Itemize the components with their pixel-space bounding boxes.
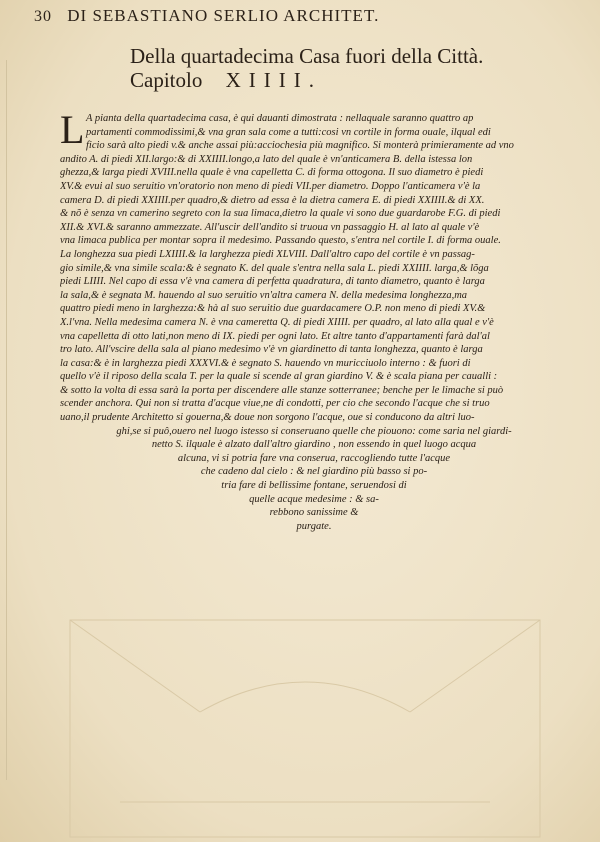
body-text-line: camera D. di piedi XXIIII.per quadro,& dietro ad essa è la dietra camera E. di piedi XXIIII.& di XX. xyxy=(60,194,485,206)
body-text-line: A pianta della quartadecima casa, è qui dauanti dimostrata : nellaquale saranno quattro ap xyxy=(86,113,474,124)
body-text-line: alcuna, vi si potria fare vna conserua, raccogliendo tutte l'acque xyxy=(177,452,451,464)
bleed-diagonal-left xyxy=(70,620,200,712)
drop-cap: L xyxy=(60,107,85,152)
body-text-line: che cadeno dal cielo : & nel giardino più basso si po- xyxy=(200,466,428,478)
page-number: 30 xyxy=(34,8,52,25)
body-text-line: quello v'è il riposo della scala T. per la quale si scende al gran giardino V. & è scala piana per caualli : xyxy=(60,371,498,383)
body-text-line: partamenti commodissimi,& vna gran sala come a tutti:cosi vn cortile in forma ouale, ilqual edi xyxy=(86,126,491,138)
body-text xyxy=(60,107,568,533)
body-text-line: quattro piedi meno in larghezza:& hà al suo seruitio due guardacamere O.P. non meno di piedi XV.& xyxy=(60,303,486,315)
body-text-line: vna capelletta di otto lati,non meno di IX. piedi per ogni lato. Et altre tanto d'appartamenti farà dal'al xyxy=(60,330,490,342)
body-text-line: & nõ è senza vn camerino segreto con la sua limaca,dietro la quale vi sono due guardarobe F.G. di piedi xyxy=(60,208,501,220)
body-text-line: uano,il prudente Architetto si gouerna,& doue non sorgono l'acque, oue si conducono da altri luo- xyxy=(60,412,475,424)
running-head: DI SEBASTIANO SERLIO ARCHITET. xyxy=(67,6,380,25)
body-text-line: La longhezza sua piedi LXIIII.& la larghezza piedi XLVIII. Dall'altro capo del cortile è vn passag- xyxy=(60,248,475,260)
body-text-line: XV.& evui al suo seruitio vn'oratorio non meno di piedi VII.per diametro. Doppo l'anticamera v'è la xyxy=(60,180,481,192)
body-text-line: tria fare di bellissime fontane, seruendosi di xyxy=(221,480,407,492)
body-text-line: andito A. di piedi XII.largo:& di XXIIII.longo,a lato del quale è vn'anticamera B. della istessa lon xyxy=(60,153,473,165)
body-text-line: netto S. ilquale è alzato dall'altro giardino , non essendo in quel luogo acqua xyxy=(151,439,477,451)
body-text-line: purgate. xyxy=(296,520,332,532)
body-text-line: rebbono sanissime & xyxy=(269,507,359,519)
body-text-line: ficio sarà alto piedi v.& anche assai più:acciochesia più magnifico. Si monterà primieramente ad vno xyxy=(86,140,514,152)
body-text-line: X.l'vna. Nella medesima camera N. è vna cameretta Q. di piedi XIIII. per quadro, al lato alla qual e v'è xyxy=(60,316,494,328)
chapter-heading xyxy=(130,68,570,92)
body-text-line: la casa:& è in larghezza piedi XXXVI.& è segnato S. hauendo vn muricciuolo interno : & fuori di xyxy=(60,357,471,369)
chapter-title: Della quartadecima Casa fuori della Città. xyxy=(130,44,484,68)
faint-bleed-through-illustration xyxy=(0,612,600,842)
bleed-diagonal-right xyxy=(410,620,540,712)
body-text-line: piedi LIIII. Nel capo di essa v'è vna camera di perfetta quadratura, di tanto diametro, quanto è larga xyxy=(60,276,485,288)
bleed-frame xyxy=(70,620,540,837)
bleed-arch xyxy=(200,682,410,712)
body-text-line: gio simile,& vna simile scala:& è segnato K. del quale s'entra nella sala L. piedi XXIIII. larga,& lõga xyxy=(60,262,489,274)
body-text-line: scender anchora. Qui non si tratta d'acque viue,ne di condotti, per cio che secondo l'acque che si truo xyxy=(60,398,490,410)
body-text-line: ghi,se si puô,ouero nel luogo istesso si conseruano quelle che piouono: come saria nel giardi- xyxy=(116,425,512,437)
body-text-line: quelle acque medesime : & sa- xyxy=(249,493,379,505)
chapter-label: Capitolo xyxy=(130,68,203,92)
chapter-title-block xyxy=(130,44,570,92)
running-header xyxy=(34,6,574,26)
body-text-line: la sala,& è segnata M. hauendo al suo seruitio vn'altra camera N. della medesima longhezza,ma xyxy=(60,289,468,301)
body-text-line: & sotto la volta di essa sarà la porta per discendere alle stanze sotterranee; benche per le limache si può xyxy=(60,384,504,396)
body-text-line: ghezza,& larga piedi XVIII.nella quale è vna capelletta C. di forma ottogona. Il suo diametro è piedi xyxy=(60,167,484,179)
chapter-number: XIIII. xyxy=(225,68,322,92)
body-text-line: XII.& XVI.& saranno ammezzate. All'uscir dell'andito si truoua vn passaggio H. al lato al quale v'è xyxy=(60,221,480,233)
body-text-line: tro lato. All'vscire della sala al piano medesimo v'è vn giardinetto di tanta longhezza, quanto è larga xyxy=(60,344,483,356)
body-text-line: vna limaca publica per montar sopra il medesimo. Passando questo, s'entra nel cortile I. di forma ouale. xyxy=(60,235,501,247)
